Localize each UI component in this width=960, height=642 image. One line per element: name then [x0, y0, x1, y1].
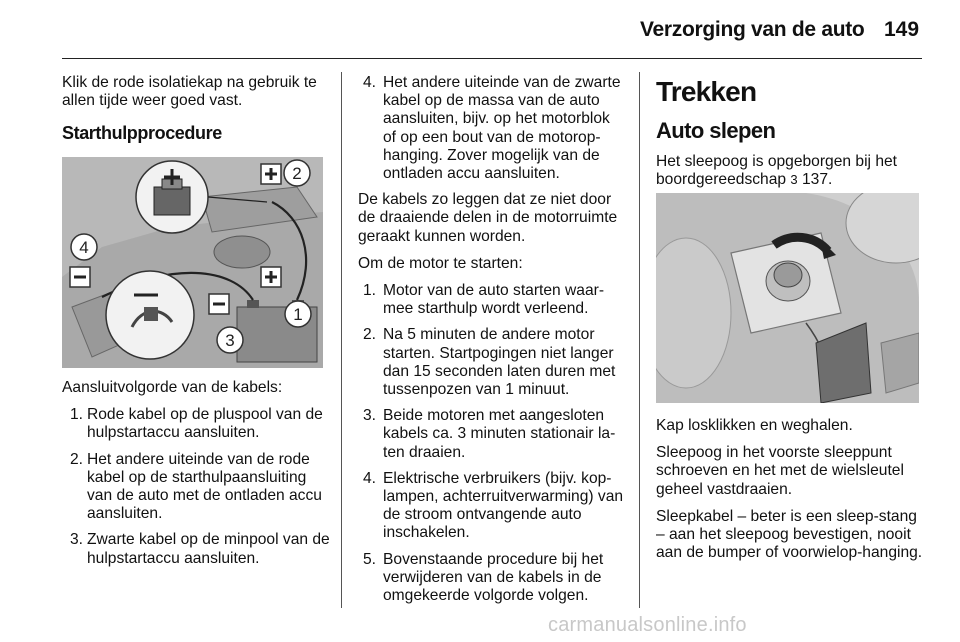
column-divider-2 — [639, 72, 640, 608]
section-heading-starthulp: Starthulpprocedure — [62, 123, 222, 144]
list-item: 3. Beide motoren met aangesloten kabels ca. 3 minuten stationair la-ten draaien. — [363, 407, 616, 461]
connection-order-caption: Aansluitvolgorde van de kabels: — [62, 379, 283, 396]
page-reference[interactable]: 137. — [801, 171, 833, 189]
list-item: 2. Het andere uiteinde van de rode kabel op de starthulpaansluiting van de auto met de ontladen accu aansluiten. — [70, 450, 322, 523]
screw-in-towing-eye-text: Sleepoog in het voorste sleeppunt schroeven en het met de wielsleutel geheel vastdraaien. — [656, 444, 904, 498]
remove-cap-text: Kap losklikken en weghalen. — [656, 417, 853, 434]
column-1 — [62, 74, 330, 152]
callout-4: 4 — [79, 238, 89, 257]
list-item: 1. Rode kabel op de pluspool van de hulpstartaccu aansluiten. — [70, 406, 323, 442]
start-engine-steps — [358, 282, 626, 605]
watermark: carmanualsonline.info — [548, 614, 747, 636]
page-reference-icon: 3 — [790, 172, 798, 188]
callout-2: 2 — [292, 164, 302, 183]
column-1-lower — [62, 379, 330, 576]
intro-text: Klik de rode isolatiekap na gebruik te allen tijde weer goed vast. — [62, 74, 317, 110]
towing-eye-drawing — [656, 193, 919, 403]
column-divider-1 — [341, 72, 342, 608]
start-engine-intro: Om de motor te starten: — [358, 254, 523, 272]
column-3 — [656, 76, 924, 198]
callout-3: 3 — [225, 331, 235, 350]
connection-steps-continued — [358, 74, 626, 183]
page-title: Verzorging van de auto — [640, 18, 865, 41]
list-item: 3. Zwarte kabel op de minpool van de hulpstartaccu aansluiten. — [70, 531, 330, 567]
subsection-heading-auto-slepen: Auto slepen — [656, 118, 776, 143]
column-3-lower — [656, 417, 926, 571]
jump-start-drawing — [62, 157, 323, 368]
jump-start-illustration — [62, 157, 323, 368]
column-2 — [358, 74, 626, 613]
page-number: 149 — [884, 18, 920, 41]
towing-eye-location-text: Het sleepoog is opgeborgen bij het boordgereedschap 3 137. — [656, 153, 898, 189]
attach-tow-rope-text: Sleepkabel – beter is een sleep-stang – aan het sleepoog bevestigen, nooit aan de bumper of voorwielop-hanging. — [656, 507, 923, 562]
list-item: 4. Elektrische verbruikers (bijv. kop-lampen, achterruitverwarming) van de stroom ontvangende auto inschakelen. — [363, 469, 624, 542]
section-heading-trekken: Trekken — [656, 76, 757, 107]
list-item: 2. Na 5 minuten de andere motor starten. Startpogingen niet langer dan 15 seconden laten duren met tussenpozen van 1 minuut. — [363, 326, 616, 399]
cable-routing-text: De kabels zo leggen dat ze niet door de draaiende delen in de motorruimte geraakt kunnen worden. — [358, 191, 618, 245]
page-header — [0, 0, 960, 58]
callout-1: 1 — [293, 305, 303, 324]
list-item: 1. Motor van de auto starten waar-mee starthulp wordt verleend. — [363, 282, 605, 318]
header-rule — [62, 58, 922, 59]
towing-eye-illustration — [656, 193, 919, 403]
connection-steps — [62, 406, 330, 568]
list-item: 5. Bovenstaande procedure bij het verwijderen van de kabels in de omgekeerde volgorde volgen. — [363, 550, 604, 605]
list-item: 4. Het andere uiteinde van de zwarte kabel op de massa van de auto aansluiten, bijv. op het motorblok of op een bout van de motorop-hanging. Zover mogelijk van de ontladen accu aansluiten. — [363, 74, 621, 183]
